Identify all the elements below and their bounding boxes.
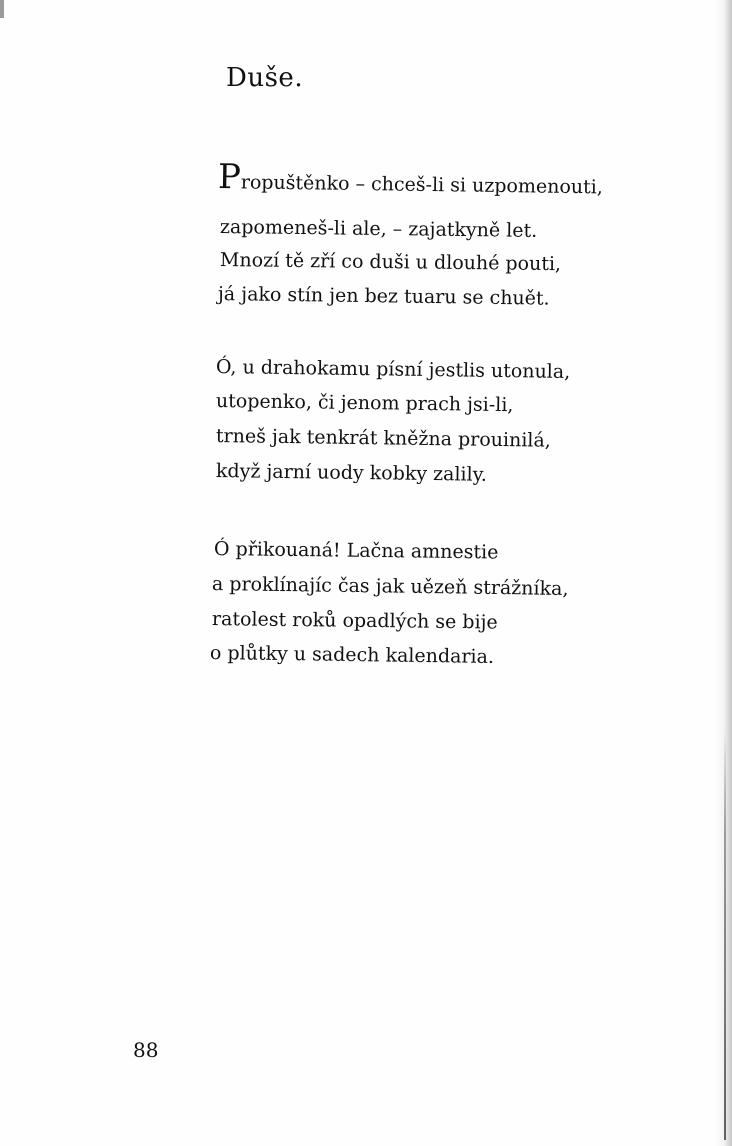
poem-line-1: [217, 157, 604, 199]
poem-line-2: [220, 216, 538, 242]
poem-line-4-text: já jako stín jen bez tuaru se chuět.: [217, 283, 550, 310]
poem-line-5: [216, 356, 571, 383]
poem-line-8-text: když jarní uody kobky zalily.: [215, 460, 488, 486]
poem-line-2-text: zapomeneš-li ale, – zajatkyně let.: [219, 216, 538, 242]
poem-line-7: [216, 425, 551, 452]
poem-line-1-text: ropuštěnko – chceš-li si uzpomenouti,: [240, 171, 604, 199]
poem-line-5-text: Ó, u drahokamu písní jestlis utonula,: [215, 356, 571, 383]
poem-line-9: [214, 538, 499, 563]
drop-cap: P: [217, 157, 242, 198]
scan-mark: [0, 0, 4, 18]
poem-line-3: [220, 249, 561, 275]
page-number: 88: [133, 1038, 159, 1062]
poem-line-11-text: ratolest roků opadlých se bije: [211, 608, 498, 634]
poem-line-12-text: o plůtky u sadech kalendaria.: [209, 642, 495, 668]
poem-title: Duše.: [226, 63, 304, 93]
poem-line-4: [218, 283, 550, 310]
poem-line-9-text: Ó přikouaná! Lačna amnestie: [213, 538, 499, 564]
poem-line-7-text: trneš jak tenkrát kněžna prouinilá,: [215, 425, 551, 452]
poem-line-8: [216, 460, 487, 486]
poem-line-6: [216, 390, 514, 416]
poem-line-11: [212, 608, 498, 633]
page-edge-shadow: [714, 0, 732, 1146]
poem-line-10: [212, 573, 569, 600]
poem-line-6-text: utopenko, či jenom prach jsi-li,: [215, 390, 514, 417]
page-edge-line: [724, 730, 726, 1140]
poem-line-3-text: Mnozí tě zří co duši u dlouhé pouti,: [219, 249, 562, 276]
poem-line-10-text: a proklínajíc čas jak uězeň strážníka,: [211, 573, 569, 600]
poem-line-12: [210, 642, 494, 668]
